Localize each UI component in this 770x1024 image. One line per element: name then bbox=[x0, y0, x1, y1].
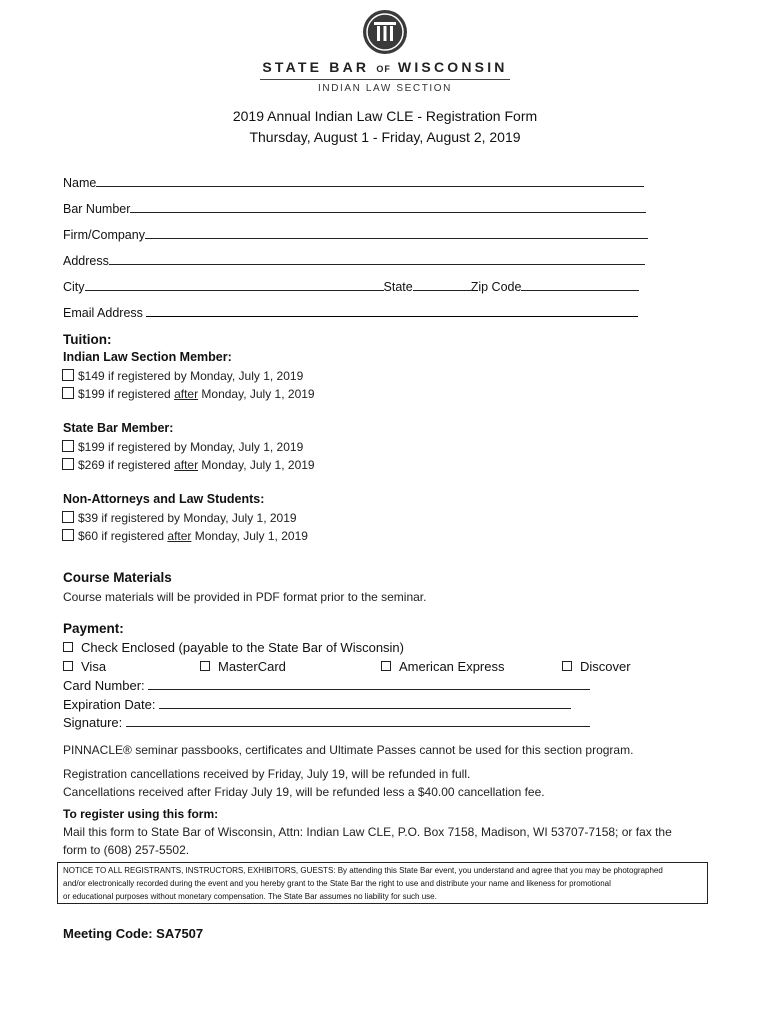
tuition-group-heading: State Bar Member: bbox=[63, 421, 174, 435]
signature-field[interactable]: Signature: bbox=[63, 715, 590, 730]
register-instructions-1: Mail this form to State Bar of Wisconsin, Attn: Indian Law CLE, P.O. Box 7158, Madison, WI 53707-7158; or fax the bbox=[63, 825, 672, 839]
checkbox[interactable] bbox=[63, 642, 73, 652]
card-number-field[interactable]: Card Number: bbox=[63, 678, 590, 693]
checkbox[interactable] bbox=[381, 661, 391, 671]
meeting-code: Meeting Code: SA7507 bbox=[63, 926, 204, 941]
city-state-zip-field[interactable]: City State Zip Code bbox=[63, 279, 639, 294]
register-heading: To register using this form: bbox=[63, 807, 219, 821]
bar-number-field[interactable]: Bar Number bbox=[63, 201, 646, 216]
discover-option[interactable]: Discover bbox=[562, 659, 631, 674]
tuition-option[interactable]: $199 if registered by Monday, July 1, 2019 bbox=[62, 440, 303, 454]
checkbox[interactable] bbox=[62, 511, 74, 523]
expiration-field[interactable]: Expiration Date: bbox=[63, 697, 571, 712]
course-materials-text: Course materials will be provided in PDF format prior to the seminar. bbox=[63, 590, 427, 604]
checkbox[interactable] bbox=[62, 458, 74, 470]
tuition-option[interactable]: $199 if registered after Monday, July 1, 2019 bbox=[62, 387, 315, 401]
checkbox[interactable] bbox=[62, 369, 74, 381]
header bbox=[0, 8, 770, 94]
tuition-option[interactable]: $60 if registered after Monday, July 1, 2019 bbox=[62, 529, 308, 543]
visa-option[interactable]: Visa bbox=[63, 659, 106, 674]
form-title: 2019 Annual Indian Law CLE - Registration Form bbox=[232, 108, 538, 124]
name-field[interactable]: Name bbox=[63, 175, 644, 190]
amex-option[interactable]: American Express bbox=[381, 659, 504, 674]
check-option[interactable]: Check Enclosed (payable to the State Bar of Wisconsin) bbox=[63, 640, 404, 655]
tuition-option[interactable]: $149 if registered by Monday, July 1, 2019 bbox=[62, 369, 303, 383]
payment-heading: Payment: bbox=[63, 621, 124, 636]
tuition-option[interactable]: $39 if registered by Monday, July 1, 2019 bbox=[62, 511, 297, 525]
checkbox[interactable] bbox=[63, 661, 73, 671]
checkbox[interactable] bbox=[562, 661, 572, 671]
tuition-heading: Tuition: bbox=[63, 332, 112, 347]
photo-release-notice: NOTICE TO ALL REGISTRANTS, INSTRUCTORS, EXHIBITORS, GUESTS: By attending this State Bar event, you understand and agree that you may be photographed and/or electronically recorded during the event and you hereby grant to the State Bar the right to use and distribute your name and likeness for promotional or educational purposes without monetary compensation. The State Bar assumes no liability for such use. bbox=[57, 862, 708, 904]
header-rule bbox=[260, 79, 510, 80]
tuition-group-heading: Non-Attorneys and Law Students: bbox=[63, 492, 265, 506]
tuition-option[interactable]: $269 if registered after Monday, July 1, 2019 bbox=[62, 458, 315, 472]
course-materials-heading: Course Materials bbox=[63, 570, 172, 585]
checkbox[interactable] bbox=[62, 529, 74, 541]
email-field[interactable]: Email Address bbox=[63, 305, 638, 320]
org-name: STATE BAR OF WISCONSIN bbox=[262, 59, 508, 75]
checkbox[interactable] bbox=[62, 440, 74, 452]
state-bar-seal-icon bbox=[361, 8, 409, 56]
mastercard-option[interactable]: MasterCard bbox=[200, 659, 286, 674]
checkbox[interactable] bbox=[200, 661, 210, 671]
cancellation-policy-1: Registration cancellations received by Friday, July 19, will be refunded in full. bbox=[63, 767, 471, 781]
cancellation-policy-2: Cancellations received after Friday July 19, will be refunded less a $40.00 cancellation fee. bbox=[63, 785, 545, 799]
tuition-group-heading: Indian Law Section Member: bbox=[63, 350, 232, 364]
checkbox[interactable] bbox=[62, 387, 74, 399]
section-name: INDIAN LAW SECTION bbox=[318, 83, 452, 94]
address-field[interactable]: Address bbox=[63, 253, 645, 268]
firm-field[interactable]: Firm/Company bbox=[63, 227, 648, 242]
register-instructions-2: form to (608) 257-5502. bbox=[63, 843, 190, 857]
pinnacle-note: PINNACLE® seminar passbooks, certificates and Ultimate Passes cannot be used for this section program. bbox=[63, 743, 634, 757]
event-dates: Thursday, August 1 - Friday, August 2, 2019 bbox=[249, 129, 521, 145]
